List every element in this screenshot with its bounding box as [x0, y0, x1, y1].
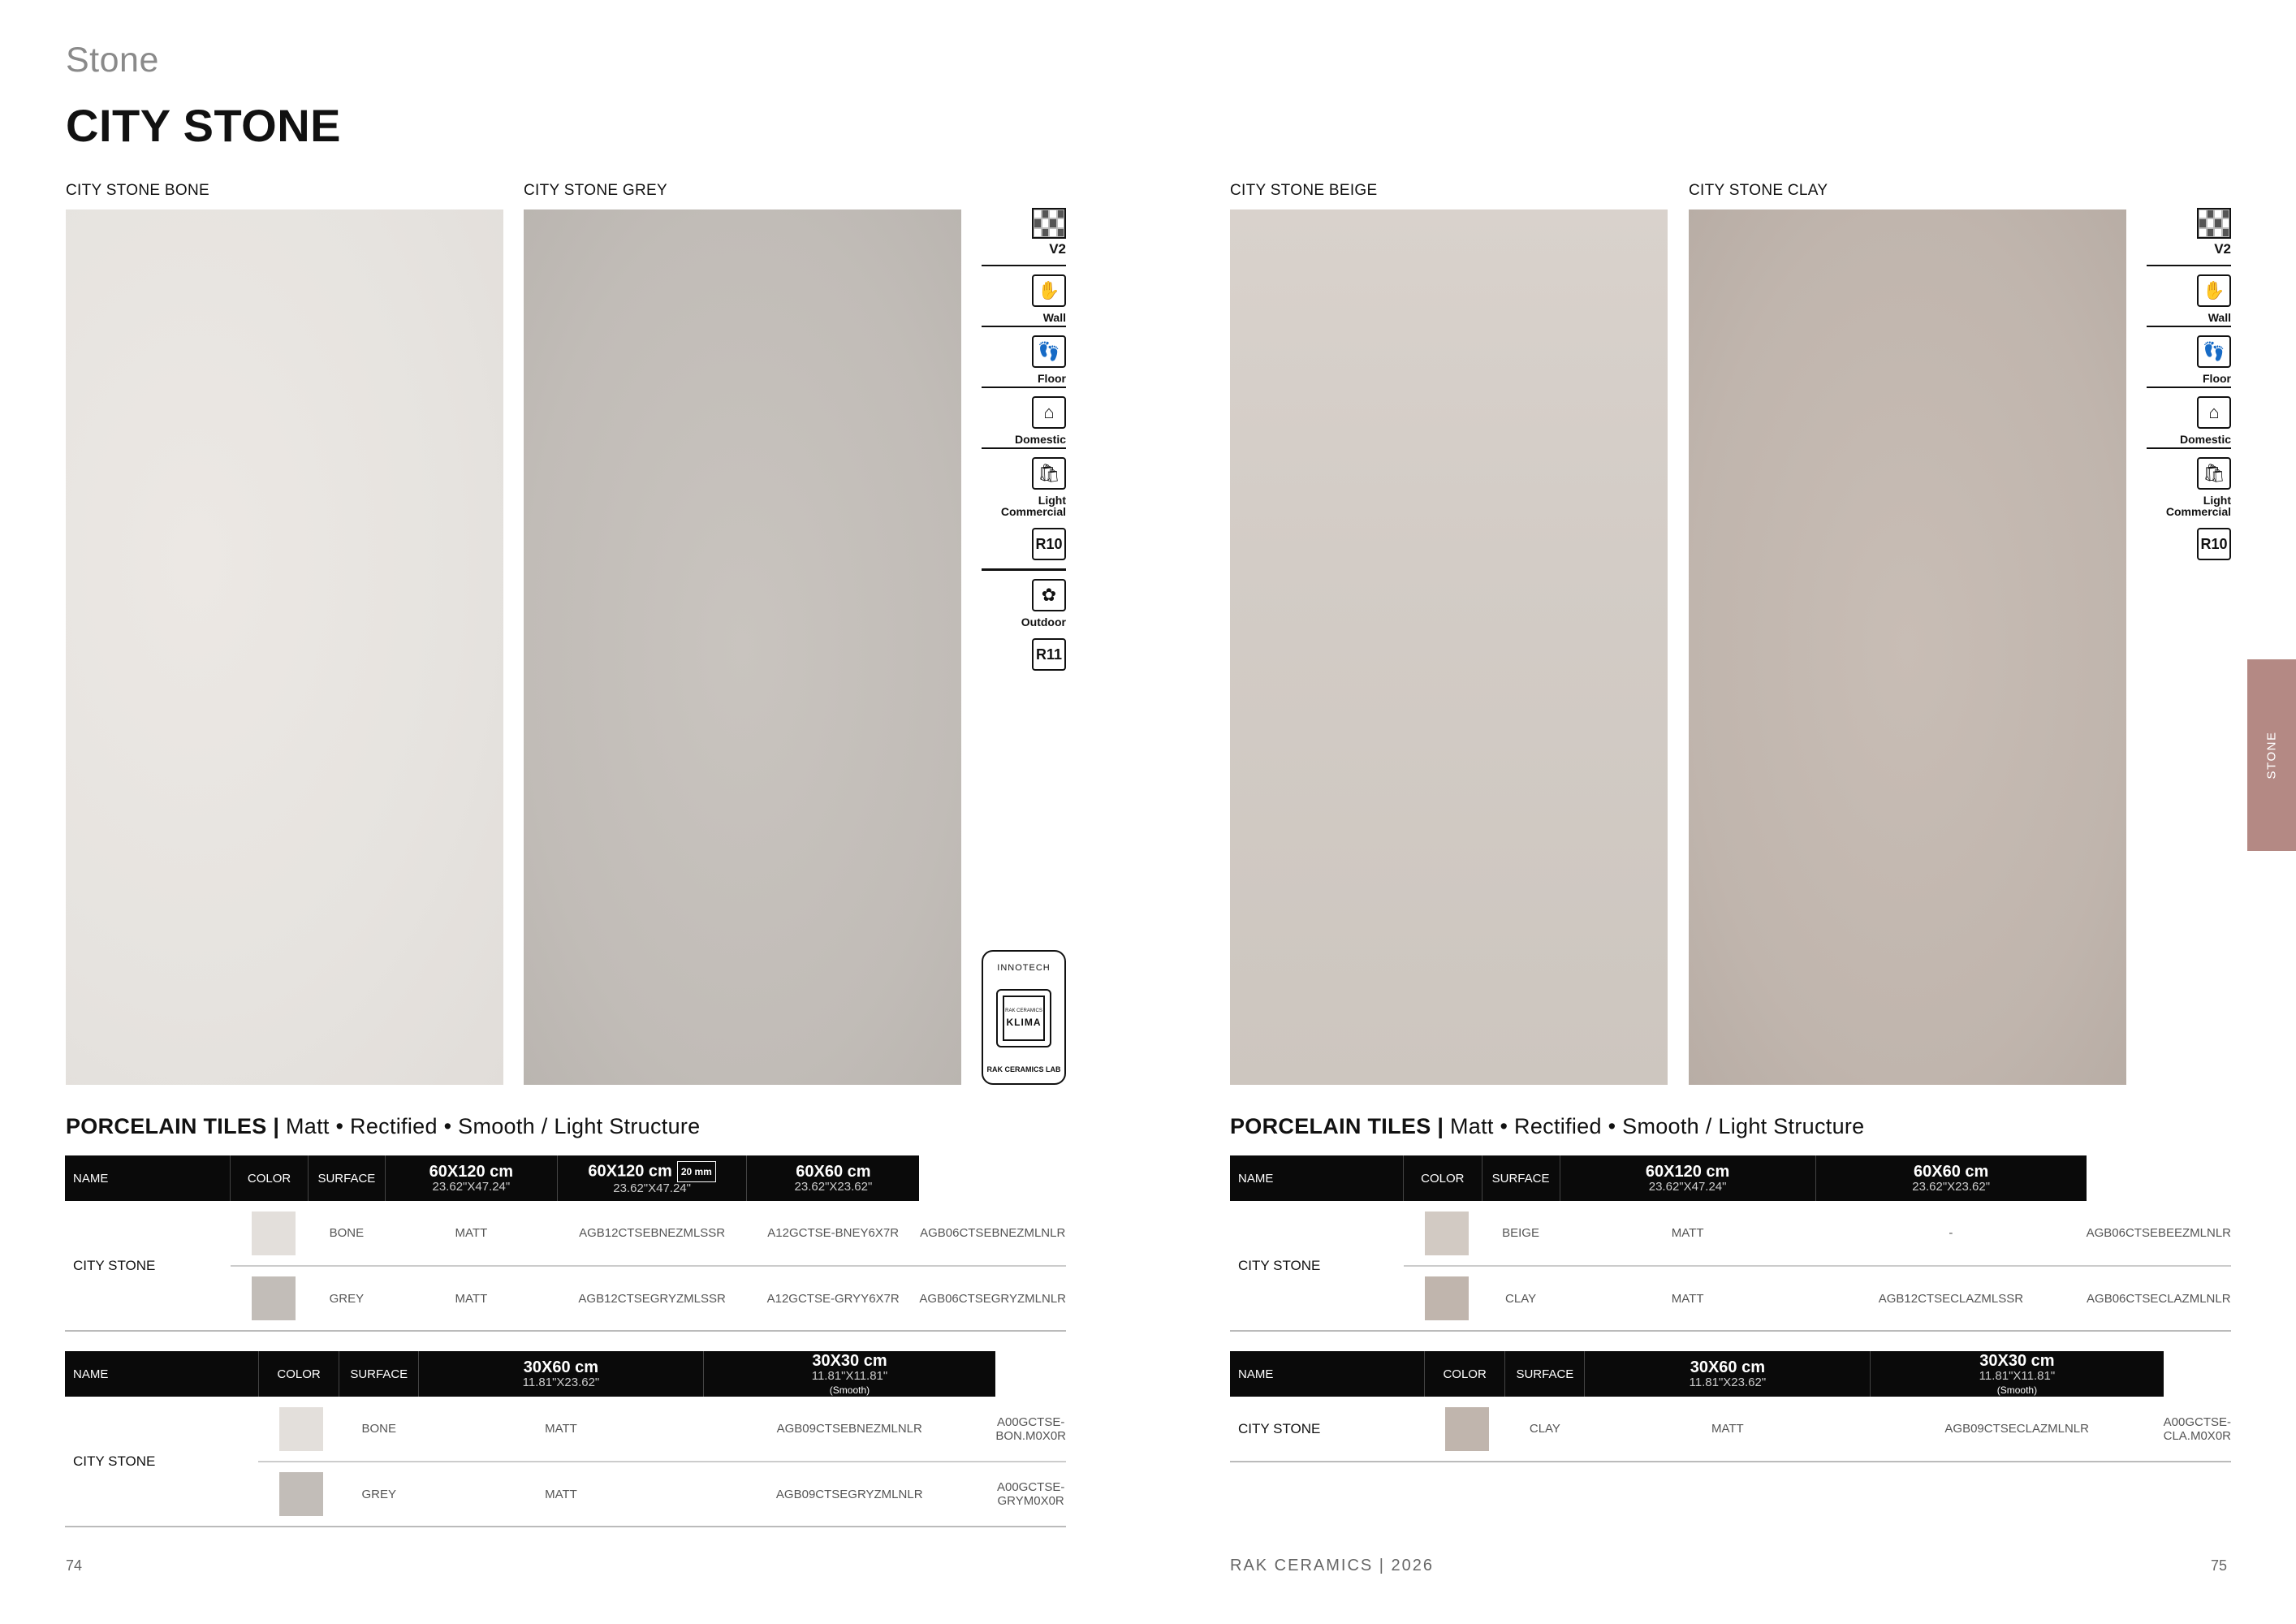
- code-cell: AGB12CTSEGRYZMLSSR: [557, 1266, 747, 1331]
- color-cell: CLAY: [1505, 1397, 1585, 1462]
- innotech-label: INNOTECH: [997, 963, 1051, 973]
- product-name: CITY STONE: [65, 1397, 258, 1527]
- color-swatch-grey: [252, 1276, 296, 1320]
- col-30x60: 30X60 cm 11.81"X23.62": [1585, 1351, 1871, 1397]
- wall-feature: [2147, 265, 2231, 325]
- code-cell: AGB09CTSEGRYZMLNLR: [703, 1462, 995, 1527]
- floor-label: Floor: [1038, 372, 1066, 385]
- features-column-left: [982, 208, 1066, 679]
- page-title: CITY STONE: [66, 100, 342, 151]
- floor-label: Floor: [2203, 372, 2231, 385]
- plant-icon: ✿: [1032, 579, 1066, 611]
- col-name: NAME: [1230, 1155, 1404, 1201]
- code-cell: A00GCTSE-CLA.M0X0R: [2164, 1397, 2231, 1462]
- color-swatch-beige: [1425, 1212, 1469, 1255]
- light-label: Light: [2203, 494, 2231, 507]
- r10-rating: R10: [1032, 528, 1066, 560]
- col-60x120: 60X120 cm 23.62"X47.24": [1560, 1155, 1815, 1201]
- col-color: COLOR: [231, 1155, 308, 1201]
- swatch-cell: [231, 1201, 308, 1266]
- color-cell: GREY: [308, 1266, 385, 1331]
- domestic-label: Domestic: [2179, 433, 2231, 446]
- tile-label-clay: CITY STONE CLAY: [1689, 182, 1828, 199]
- swatch-cell: [1404, 1266, 1482, 1331]
- col-60x120: 60X120 cm 23.62"X47.24": [385, 1155, 557, 1201]
- col-surface: SURFACE: [1505, 1351, 1585, 1397]
- color-swatch-clay: [1425, 1276, 1469, 1320]
- col-60x60: 60X60 cm 23.62"X23.62": [1815, 1155, 2086, 1201]
- surface-cell: MATT: [385, 1266, 557, 1331]
- v2-shade-icon: [2197, 208, 2231, 239]
- surface-cell: MATT: [419, 1397, 703, 1462]
- smooth-note: (Smooth): [1996, 1384, 2038, 1396]
- color-cell: BONE: [339, 1397, 419, 1462]
- commercial-label: Commercial: [2165, 505, 2231, 518]
- tile-image-clay: [1689, 209, 2126, 1085]
- code-cell: AGB12CTSECLAZMLSSR: [1815, 1266, 2086, 1331]
- swatch-cell: [258, 1462, 339, 1527]
- color-swatch-clay: [1445, 1407, 1489, 1451]
- section-title-left: [66, 1114, 701, 1139]
- section-title-rest: Matt • Rectified • Smooth / Light Structure: [1444, 1114, 1865, 1138]
- spec-table-right-large: [1230, 1155, 2231, 1332]
- wall-feature: [982, 265, 1066, 325]
- klima-label: KLIMA: [1006, 1017, 1042, 1028]
- color-cell: BEIGE: [1482, 1201, 1560, 1266]
- domestic-feature: [982, 387, 1066, 447]
- tile-image-bone: [66, 209, 503, 1085]
- code-cell: AGB09CTSEBNEZMLNLR: [703, 1397, 995, 1462]
- code-cell: AGB06CTSEGRYZMLNLR: [919, 1266, 1066, 1331]
- footprint-icon: 👣: [2197, 335, 2231, 368]
- code-cell: A12GCTSE-GRYY6X7R: [747, 1266, 919, 1331]
- page-number-right: 75: [2211, 1557, 2228, 1574]
- features-column-right: [2147, 208, 2231, 565]
- col-name: NAME: [65, 1155, 231, 1201]
- code-cell: AGB06CTSECLAZMLNLR: [2087, 1266, 2231, 1331]
- col-color: COLOR: [1404, 1155, 1482, 1201]
- code-cell: AGB09CTSECLAZMLNLR: [1871, 1397, 2164, 1462]
- surface-cell: MATT: [419, 1462, 703, 1527]
- house-icon: ⌂: [1032, 396, 1066, 429]
- tile-image-beige: [1230, 209, 1668, 1085]
- color-swatch-grey: [279, 1472, 323, 1516]
- wall-label: Wall: [1042, 311, 1066, 324]
- section-title-bold: PORCELAIN TILES |: [1230, 1114, 1444, 1138]
- table-row: [1230, 1201, 2231, 1266]
- spec-table-right-small: [1230, 1351, 2231, 1462]
- outdoor-feature: [982, 568, 1066, 637]
- swatch-cell: [258, 1397, 339, 1462]
- floor-feature: [2147, 326, 2231, 386]
- innotech-klima-badge: [982, 950, 1066, 1085]
- table-row: [65, 1201, 1066, 1266]
- wall-label: Wall: [2208, 311, 2231, 324]
- light-commercial-feature: [982, 447, 1066, 524]
- shopping-bag-icon: 🛍: [2197, 457, 2231, 490]
- swatch-cell: [1404, 1201, 1482, 1266]
- rak-lab-label: RAK CERAMICS LAB: [986, 1065, 1061, 1073]
- col-60x60: 60X60 cm 23.62"X23.62": [747, 1155, 919, 1201]
- spec-table-left-small: [65, 1351, 1066, 1527]
- code-cell: A00GCTSE-GRYM0X0R: [995, 1462, 1066, 1527]
- category-label: Stone: [66, 41, 159, 80]
- color-swatch-bone: [279, 1407, 323, 1451]
- col-surface: SURFACE: [339, 1351, 419, 1397]
- code-cell: AGB12CTSEBNEZMLSSR: [557, 1201, 747, 1266]
- tile-label-bone: CITY STONE BONE: [66, 182, 209, 199]
- product-name: CITY STONE: [65, 1201, 231, 1331]
- surface-cell: MATT: [1585, 1397, 1871, 1462]
- col-30x30: 30X30 cm 11.81"X11.81" (Smooth): [703, 1351, 995, 1397]
- house-icon: ⌂: [2197, 396, 2231, 429]
- code-cell: A12GCTSE-BNEY6X7R: [747, 1201, 919, 1266]
- swatch-cell: [1424, 1397, 1504, 1462]
- hand-icon: ✋: [2197, 274, 2231, 307]
- product-name: CITY STONE: [1230, 1201, 1404, 1331]
- table-row: [1230, 1397, 2231, 1462]
- footer-brand: RAK CERAMICS | 2026: [1230, 1557, 1435, 1574]
- col-surface: SURFACE: [308, 1155, 385, 1201]
- code-cell: AGB06CTSEBEEZMLNLR: [2087, 1201, 2231, 1266]
- side-tab-label: STONE: [2264, 731, 2279, 780]
- section-title-right: [1230, 1114, 1865, 1139]
- col-color: COLOR: [1424, 1351, 1504, 1397]
- col-30x60: 30X60 cm 11.81"X23.62": [419, 1351, 703, 1397]
- spec-table-left-large: [65, 1155, 1066, 1332]
- col-name: NAME: [1230, 1351, 1424, 1397]
- surface-cell: MATT: [1560, 1266, 1815, 1331]
- footprint-icon: 👣: [1032, 335, 1066, 368]
- color-cell: CLAY: [1482, 1266, 1560, 1331]
- klima-logo: [996, 989, 1051, 1047]
- v2-label: V2: [2214, 241, 2231, 257]
- v2-label: V2: [1049, 241, 1066, 257]
- smooth-note: (Smooth): [829, 1384, 870, 1396]
- col-surface: SURFACE: [1482, 1155, 1560, 1201]
- section-title-rest: Matt • Rectified • Smooth / Light Structure: [279, 1114, 701, 1138]
- swatch-cell: [231, 1266, 308, 1331]
- col-60x120-20mm: 60X120 cm 20 mm 23.62"X47.24": [557, 1155, 747, 1201]
- commercial-label: Commercial: [1000, 505, 1066, 518]
- domestic-feature: [2147, 387, 2231, 447]
- tile-label-grey: CITY STONE GREY: [524, 182, 667, 199]
- domestic-label: Domestic: [1014, 433, 1066, 446]
- floor-feature: [982, 326, 1066, 386]
- col-30x30: 30X30 cm 11.81"X11.81" (Smooth): [1871, 1351, 2164, 1397]
- klima-rak-label: RAK CERAMICS: [1005, 1009, 1042, 1013]
- v2-shade-icon: [1032, 208, 1066, 239]
- r10-rating: R10: [2197, 528, 2231, 560]
- hand-icon: ✋: [1032, 274, 1066, 307]
- outdoor-label: Outdoor: [1021, 615, 1066, 628]
- code-cell: A00GCTSE-BON.M0X0R: [995, 1397, 1066, 1462]
- product-name: CITY STONE: [1230, 1397, 1424, 1462]
- shopping-bag-icon: 🛍: [1032, 457, 1066, 490]
- tile-label-beige: CITY STONE BEIGE: [1230, 182, 1378, 199]
- surface-cell: MATT: [1560, 1201, 1815, 1266]
- col-name: NAME: [65, 1351, 258, 1397]
- code-cell: -: [1815, 1201, 2086, 1266]
- tile-image-grey: [524, 209, 961, 1085]
- light-commercial-feature: [2147, 447, 2231, 524]
- color-cell: GREY: [339, 1462, 419, 1527]
- thickness-badge: 20 mm: [677, 1161, 716, 1182]
- section-title-bold: PORCELAIN TILES |: [66, 1114, 280, 1138]
- page-number-left: 74: [66, 1557, 83, 1574]
- color-swatch-bone: [252, 1212, 296, 1255]
- r11-rating: R11: [1032, 638, 1066, 671]
- light-label: Light: [1038, 494, 1066, 507]
- surface-cell: MATT: [385, 1201, 557, 1266]
- code-cell: AGB06CTSEBNEZMLNLR: [919, 1201, 1066, 1266]
- color-cell: BONE: [308, 1201, 385, 1266]
- section-side-tab[interactable]: [2247, 659, 2296, 851]
- col-color: COLOR: [258, 1351, 339, 1397]
- table-row: [65, 1397, 1066, 1462]
